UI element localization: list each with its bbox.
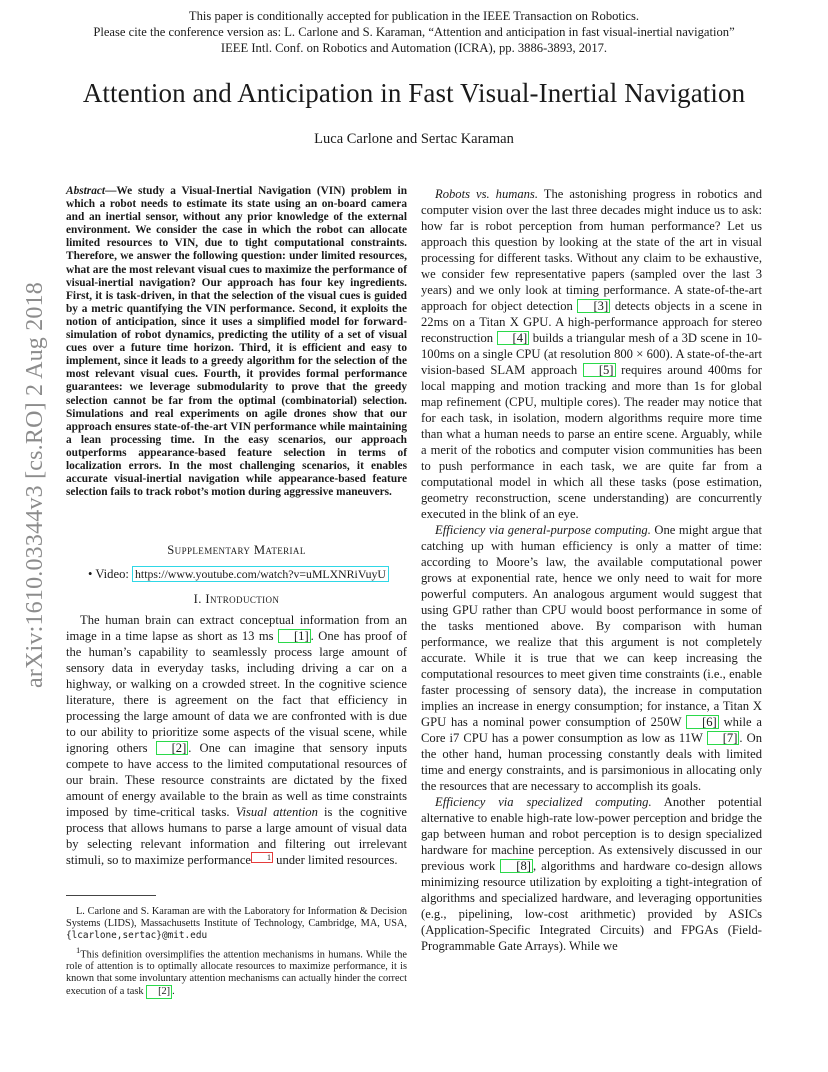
footnote-1: $^1$This definition oversimplifies the attention mechanisms in humans. While the role of attention is to optimally allocate resources to maximize performance, it is known that some involuntary attention mechanisms can actually hinder the correct execution of a task [2] . bbox=[66, 945, 407, 998]
footnote-link[interactable]: 1 bbox=[251, 852, 273, 863]
abstract-lead: Abstract bbox=[66, 185, 106, 197]
citation-link[interactable]: [7] bbox=[707, 731, 740, 745]
citation-link[interactable]: [5] bbox=[583, 363, 616, 377]
author-email: {lcarlone,sertac}@mit.edu bbox=[66, 930, 208, 941]
publication-notice-line-2: Please cite the conference version as: L. Carlone and S. Karaman, “Attention and anticipation in fast visual-inertial navigation” bbox=[93, 25, 735, 39]
arxiv-stamp: arXiv:1610.03344v3 [cs.RO] 2 Aug 2018 bbox=[22, 281, 48, 689]
citation-link[interactable]: [4] bbox=[497, 331, 530, 345]
introduction-heading: I. Introduction bbox=[193, 592, 280, 606]
affiliation-footnote: L. Carlone and S. Karaman are with the Laboratory for Information & Decision Systems (LIDS), Massachusetts Institute of Technology, Cambridge, MA, USA, {lcarlone,sertac}@mit.edu bbox=[66, 906, 407, 941]
abstract-text: —We study a Visual-Inertial Navigation (VIN) problem in which a robot needs to estimate its state using an on-board camera and an inertial sensor, without any prior knowledge of the external environment. We consider the case in which the robot can allocate limited resources to VIN, due to tight computational constraints. Therefore, we answer the following question: under limited resources, what are the most relevant visual cues to maximize the performance of visual-inertial navigation? Our approach has four key ingredients. First, it is task-driven, in that the selection of the visual cues is guided by a metric quantifying the VIN performance. Second, it exploits the notion of anticipation, since it uses a simplified model for forward-simulation of robot dynamics, predicting the utility of a set of visual cues over a future time horizon. Third, it is efficient and easy to implement, since it leads to a greedy algorithm for the selection of the most relevant visual cues. Fourth, it provides formal performance guarantees: we leverage submodularity to prove that the greedy selection cannot be far from the optimal (combinatorial) selection. Simulations and real experiments on agile drones show that our approach ensures state-of-the-art VIN performance while maintaining a lean processing time. In the easy scenarios, our approach outperforms appearance-based feature selection in terms of localization errors. In the most challenging scenarios, it enables accurate visual-inertial navigation while appearance-based feature selection fails to track robot’s motion during aggressive maneuvers. bbox=[66, 185, 407, 499]
abstract bbox=[66, 185, 407, 499]
video-link[interactable]: https://www.youtube.com/watch?v=uMLXNRiVuyU bbox=[132, 566, 389, 582]
left-column-body bbox=[66, 542, 407, 868]
citation-link[interactable]: [2] bbox=[146, 985, 172, 999]
citation-link[interactable]: [8] bbox=[500, 859, 533, 873]
footnotes bbox=[66, 906, 407, 1001]
introduction-paragraph: The human brain can extract conceptual information from an image in a time lapse as short as 13 ms [1] . One has proof of the human’s capability to seamlessly process large amount of sensory data in everyday tasks, including driving a car on a highway, or walking on a crowded street. In the cognitive science literature, there is agreement on the fact that efficiency in processing the large amount of data we are confronted with is due to our ability to prioritize some aspects of the visual scene, while ignoring others [2] . One can imagine that sensory inputs compete to have access to the limited computational resources of our brain. These resource constraints are dictated by the fixed amount of energy available to the brain as well as time constraints imposed by time-critical tasks. Visual attention is the cognitive process that allows humans to parse a large amount of visual data by selecting relevant information and filtering out irrelevant stimuli, so to maximize performance 1 under limited resources. bbox=[66, 613, 407, 867]
bullet: • bbox=[88, 567, 93, 581]
citation-link[interactable]: [1] bbox=[278, 629, 311, 643]
paper-title: Attention and Anticipation in Fast Visual-Inertial Navigation bbox=[82, 78, 746, 108]
right-column-body bbox=[421, 186, 762, 954]
publication-notice-line-3: IEEE Intl. Conf. on Robotics and Automation (ICRA), pp. 3886-3893, 2017. bbox=[220, 41, 608, 55]
video-item bbox=[66, 566, 407, 582]
paper-authors: Luca Carlone and Sertac Karaman bbox=[314, 131, 514, 147]
citation-link[interactable]: [6] bbox=[686, 715, 719, 729]
publication-notice-line-1: This paper is conditionally accepted for publication in the IEEE Transaction on Robotics. bbox=[188, 9, 640, 23]
specialized-computing-paragraph: Efficiency via specialized computing. Another potential alternative to enable high-rate low-power perception and bridge the gap between human and robot perception is to design specialized hardware for machine perception. As extensively discussed in our previous work [8] , algorithms and hardware co-design allows minimizing resource utilization by exploiting a tight-integration of algorithms and specialized hardware, and leveraging opportunities (e.g., pipelining, low-cost arithmetic) provided by ASICs (Application-Specific Integrated Circuits) and FPGAs (Field-Programmable Gate Arrays). While we bbox=[421, 795, 763, 953]
footnote-rule bbox=[66, 895, 156, 896]
citation-link[interactable]: [2] bbox=[156, 741, 189, 755]
citation-link[interactable]: [3] bbox=[577, 299, 610, 313]
general-purpose-computing-paragraph: Efficiency via general-purpose computing. One might argue that catching up with human efficiency is only a matter of time: according to Moore’s law, the available computational power grows at exponential rate, hence we only need to wait for more powerful computers. An analogous argument would suggest that using GPU rather than CPU would boost performance in some of the tasks mentioned above. By comparison with human performance, we realize that this argument is not completely accurate. While it is true that we can keep increasing the computational resources to meet given time constraints (i.e., enable faster processing of sensory data), the increase in computation implies an increase in energy consumption; for instance, a Titan X GPU has a nominal power consumption of 250W [6] while a Core i7 CPU has a power consumption as low as 11W [7] . On the other hand, human processing constantly deals with limited time and energy constraints, and is parsimonious in allocating only the resources that are necessary to accomplish its goals. bbox=[421, 523, 763, 793]
video-label: Video: bbox=[95, 567, 129, 581]
supplementary-heading: Supplementary Material bbox=[167, 543, 306, 557]
robots-vs-humans-paragraph: Robots vs. humans. The astonishing progress in robotics and computer vision over the last three decades might induce us to ask: how far is robot perception from human performance? Let us approach this question by looking at the state of the art in visual processing for different tasks. Without any claim to be exhaustive, we consider few representative papers (sampled over the last 3 years) and we only look at timing performance. A state-of-the-art approach for object detection [3] detects objects in a scene in 22ms on a Titan X GPU. A high-performance approach for stereo reconstruction [4] builds a triangular mesh of a 3D scene in 10-100ms on a single CPU (at resolution 800 × 600). A state-of-the-art vision-based SLAM approach [5] requires around 400ms for local mapping and motion tracking and more than 1s for global map refinement (CPU, multiple cores). The reader may notice that for each task, in isolation, modern algorithms require more time than what a human needs to parse an entire scene. Arguably, while a merit of the robotics and computer vision communities has been to push performance in each task, we are quite far from a computational model in which all these tasks (pose estimation, geometry reconstruction, scene understanding) are concurrently executed in the blink of an eye. bbox=[421, 187, 762, 521]
